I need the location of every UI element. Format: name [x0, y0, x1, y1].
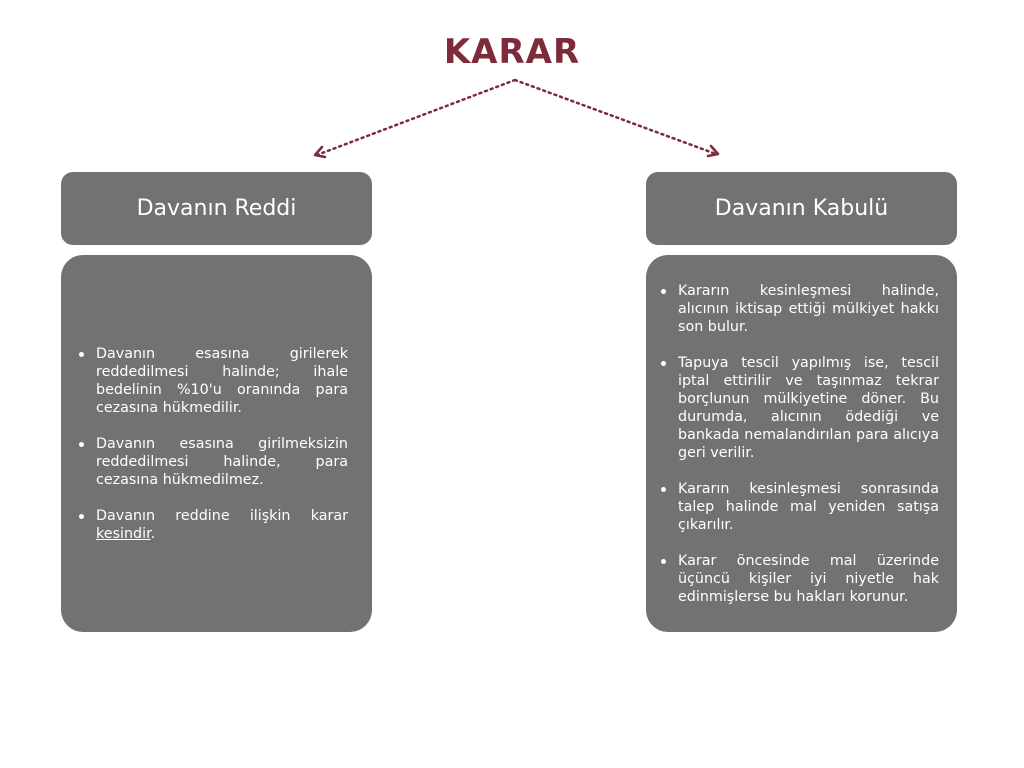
right-item-list — [658, 282, 939, 606]
right-header-box — [646, 172, 957, 245]
list-item: Davanın esasına girilerek reddedilmesi halinde; ihale bedelinin %10'u oranında para cezasına hükmedilir. — [76, 345, 348, 417]
list-item — [76, 507, 348, 543]
left-item-list — [76, 345, 348, 543]
emphasized-word: kesindir — [96, 525, 151, 542]
left-branch-arrow — [317, 80, 515, 155]
left-header-box — [61, 172, 372, 245]
left-header-label: Davanın Reddi — [136, 196, 297, 221]
right-content-box — [646, 255, 957, 632]
list-item: Kararın kesinleşmesi sonrasında talep halinde mal yeniden satışa çıkarılır. — [658, 480, 939, 534]
list-item: Karar öncesinde mal üzerinde üçüncü kişiler iyi niyetle hak edinmişlerse bu hakları korunur. — [658, 552, 939, 606]
left-content-box — [61, 255, 372, 632]
list-item: Kararın kesinleşmesi halinde, alıcının iktisap ettiği mülkiyet hakkı son bulur. — [658, 282, 939, 336]
right-header-label: Davanın Kabulü — [714, 196, 889, 221]
list-item-text: Davanın reddine ilişkin karar — [96, 507, 348, 524]
diagram-title: KARAR — [443, 32, 581, 72]
list-item: Davanın esasına girilmeksizin reddedilmesi halinde, para cezasına hükmedilmez. — [76, 435, 348, 489]
list-item: Tapuya tescil yapılmış ise, tescil iptal ettirilir ve taşınmaz tekrar borçlunun mülkiyetine döner. Bu durumda, alıcının ödediği ve bankada nemalandırılan para alıcıya geri verilir. — [658, 354, 939, 462]
right-branch-arrow — [515, 80, 716, 154]
list-item-end: . — [150, 525, 156, 542]
